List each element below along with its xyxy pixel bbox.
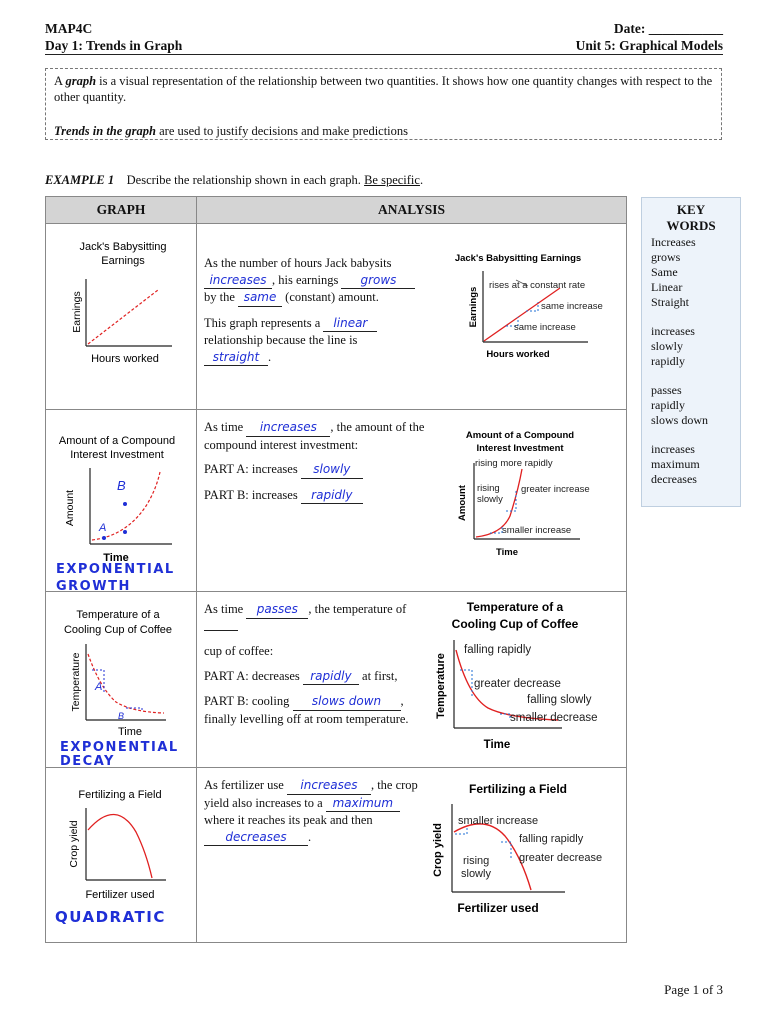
example-emphasis: Be specific xyxy=(364,173,420,187)
key-word: Linear xyxy=(651,280,683,294)
example-period: . xyxy=(419,173,424,187)
key-word: increases xyxy=(651,324,695,338)
row2-analysis xyxy=(204,419,434,504)
row3-text: , finally levelling off at room temperature. xyxy=(204,694,409,726)
key-word: Increases xyxy=(651,235,696,249)
row4-text: , the crop yield also increases to a xyxy=(204,778,418,810)
row1-ref-xlabel: Hours worked xyxy=(486,349,550,360)
row1-sentence-1 xyxy=(204,255,439,307)
row2-ref-ann-1: rising more rapidly xyxy=(475,458,553,469)
row4-student-graph xyxy=(46,768,196,908)
row1-ylabel: Earnings xyxy=(71,291,83,333)
row3-student-graph xyxy=(46,592,196,738)
row3-ref-step-1 xyxy=(460,670,472,696)
row2-xlabel: Time xyxy=(103,552,129,564)
row1-text: by the xyxy=(204,290,235,304)
key-words-title xyxy=(642,202,740,234)
key-word: Same xyxy=(651,265,678,279)
key-word: rapidly xyxy=(651,398,685,412)
row4-ylabel: Crop yield xyxy=(68,820,80,868)
row1-ref-title: Jack's Babysitting Earnings xyxy=(454,253,582,264)
definition-box xyxy=(45,68,722,140)
row4-graph-title: Fertilizing a Field xyxy=(78,789,162,801)
col-header-analysis: ANALYSIS xyxy=(197,197,626,223)
row1-text: This graph represents a xyxy=(204,315,321,330)
unit-title: Unit 5: Graphical Models xyxy=(575,38,723,53)
row1-text: . xyxy=(268,349,272,364)
row4-reference-graph xyxy=(425,776,625,926)
row2-answer-increases: increases xyxy=(246,419,330,437)
row3-graph-title-1: Temperature of a xyxy=(76,609,160,621)
row2-graph-title-2: Interest Investment xyxy=(70,449,164,461)
row3-ref-title-1: Temperature of a xyxy=(466,600,564,614)
row2-text: As time xyxy=(204,420,244,434)
row4-note: QUADRATIC xyxy=(55,908,166,926)
course-code: MAP4C xyxy=(45,21,93,36)
row2-part-b xyxy=(204,487,434,505)
date-field: Date: ___________ xyxy=(613,21,723,36)
def-trends-text: are used to justify decisions and make predictions xyxy=(159,124,409,138)
row2-ref-ann-4: smaller increase xyxy=(502,525,572,536)
col-header-graph: GRAPH xyxy=(46,197,196,223)
row1-text: , his earnings xyxy=(272,272,339,287)
row2-ref-title-1: Amount of a Compound xyxy=(465,430,575,441)
key-words-group-3 xyxy=(651,383,740,428)
key-word: Straight xyxy=(651,295,689,309)
row4-ref-ann-4a: rising xyxy=(463,855,490,867)
row4-ref-title: Fertilizing a Field xyxy=(468,782,568,796)
page-number: Page 1 of 3 xyxy=(664,982,723,997)
row3-mark-b: B xyxy=(118,711,125,721)
key-word: increases xyxy=(651,442,695,456)
key-word: slowly xyxy=(651,339,684,353)
row3-text: PART B: cooling xyxy=(204,694,290,708)
header-rule xyxy=(45,54,723,55)
row2-mark-b: B xyxy=(117,478,126,493)
row3-text: , the temperature of xyxy=(308,602,407,616)
row4-text: . xyxy=(308,829,312,844)
row3-part-b xyxy=(204,693,434,727)
row4-quadratic-curve xyxy=(88,814,152,878)
row1-ref-ann-1: rises at a constant rate xyxy=(489,280,586,291)
row4-ref-step-2 xyxy=(501,842,511,860)
row2-note: EXPONENTIAL GROWTH xyxy=(56,562,175,594)
column-divider xyxy=(196,196,197,943)
key-word: slows down xyxy=(651,413,709,427)
def-graph-term: graph xyxy=(65,74,97,88)
row1-answer-linear: linear xyxy=(323,315,377,333)
example-instruction: Describe the relationship shown in each graph. xyxy=(126,173,361,187)
key-words-group-2 xyxy=(651,324,740,369)
row1-graph-title-2: Earnings xyxy=(101,255,145,267)
row2-ref-title-2: Interest Investment xyxy=(476,443,564,454)
row4-ref-ann-4b: slowly xyxy=(461,868,491,880)
row4-answer-maximum: maximum xyxy=(326,795,400,813)
row3-graph-title-2: Cooling Cup of Coffee xyxy=(63,624,173,636)
row2-ylabel: Amount xyxy=(64,489,76,527)
lesson-title: Day 1: Trends in Graph xyxy=(45,38,183,53)
def-trends-term: Trends in the graph xyxy=(54,124,156,138)
row3-sentence-1 xyxy=(204,601,434,635)
row2-text: , the amount of the compound interest investment: xyxy=(204,420,425,452)
row2-answer-rapidly: rapidly xyxy=(301,487,363,505)
row3-sentence-2: cup of coffee: xyxy=(204,644,274,658)
example-label: EXAMPLE 1 xyxy=(45,173,115,187)
row2-sentence-1 xyxy=(204,419,434,453)
row3-analysis xyxy=(204,601,434,727)
row1-graph-title-1: Jack's Babysitting xyxy=(79,241,167,253)
key-word: passes xyxy=(651,383,682,397)
key-words-title-1: KEY xyxy=(676,202,706,217)
row1-answer-same: same xyxy=(238,289,282,307)
row3-answer-passes: passes xyxy=(246,601,308,619)
row2-ref-ann-3: greater increase xyxy=(521,484,590,495)
row4-ref-ann-2: falling rapidly xyxy=(519,833,584,845)
row1-linear-line xyxy=(88,290,158,344)
key-words-group-1 xyxy=(651,235,740,310)
row4-answer-decreases: decreases xyxy=(204,829,308,847)
row2-graph-title-1: Amount of a Compound xyxy=(58,435,176,447)
row1-answer-grows: grows xyxy=(341,272,415,290)
def-graph-text: is a visual representation of the relationship between two quantities. It shows how one quantity changes with respect to the other quantity. xyxy=(54,74,713,104)
row3-reference-graph xyxy=(430,596,625,761)
row3-ref-ann-3: falling slowly xyxy=(527,694,592,706)
row3-text: PART A: decreases xyxy=(204,668,300,683)
key-words-title-2: WORDS xyxy=(666,218,716,233)
row2-ref-ann-2a: rising xyxy=(477,483,500,494)
row4-analysis xyxy=(204,777,429,846)
def-article: A xyxy=(54,74,63,88)
row1-sentence-2 xyxy=(204,315,439,367)
row3-answer-rapidly: rapidly xyxy=(303,668,359,686)
row2-answer-slowly: slowly xyxy=(301,461,363,479)
row1-ref-ylabel: Earnings xyxy=(468,286,479,328)
row4-ref-ylabel: Crop yield xyxy=(432,823,444,877)
row2-ref-xlabel: Time xyxy=(495,547,519,558)
row4-answer-increases: increases xyxy=(287,777,371,795)
row3-xlabel: Time xyxy=(117,726,143,738)
row2-point xyxy=(123,530,127,534)
row1-ref-ann-3: same increase xyxy=(514,322,576,333)
row2-ref-ylabel: Amount xyxy=(457,485,468,521)
row4-ref-xlabel: Fertilizer used xyxy=(457,901,539,915)
row1-text: relationship because the line is xyxy=(204,333,358,347)
row2-point-a xyxy=(102,536,106,540)
key-word: maximum xyxy=(651,457,700,471)
row3-ref-ann-4: smaller decrease xyxy=(510,712,598,724)
row1-xlabel: Hours worked xyxy=(91,353,159,365)
row1-ref-line xyxy=(484,288,560,341)
row1-student-graph xyxy=(46,224,196,408)
row3-answer-slows-down: slows down xyxy=(293,693,401,711)
row4-text: where it reaches its peak and then xyxy=(204,813,373,827)
key-words-box xyxy=(641,197,741,507)
row1-ref-step-2 xyxy=(526,302,538,311)
row1-analysis xyxy=(204,255,439,366)
row3-ref-title-2: Cooling Cup of Coffee xyxy=(451,617,579,631)
key-words-group-4 xyxy=(651,442,740,487)
row4-text: As fertilizer use xyxy=(204,778,284,792)
row1-text: As the number of hours Jack babysits xyxy=(204,256,392,270)
row2-reference-graph xyxy=(440,421,625,571)
row4-ref-ann-1: smaller increase xyxy=(458,815,539,827)
row2-ref-ann-2b: slowly xyxy=(477,494,503,505)
key-word: grows xyxy=(651,250,681,264)
row2-text: PART A: increases xyxy=(204,462,298,476)
row3-ref-ylabel: Temperature xyxy=(435,653,447,719)
row3-mark-a: A xyxy=(95,681,103,693)
key-word: decreases xyxy=(651,472,697,486)
row1-answer-increases: increases xyxy=(204,272,272,290)
row1-reference-graph xyxy=(440,246,625,376)
row3-ref-ann-1: falling rapidly xyxy=(464,644,532,656)
example-line xyxy=(45,173,423,188)
row3-note: EXPONENTIAL DECAY xyxy=(60,740,179,769)
row2-mark-a: A xyxy=(99,522,107,534)
row1-text: (constant) amount. xyxy=(285,290,379,304)
row1-answer-straight: straight xyxy=(204,349,268,367)
row3-text: As time xyxy=(204,602,244,616)
row3-ref-xlabel: Time xyxy=(483,739,511,751)
row1-ref-ann-2: same increase xyxy=(541,301,603,312)
row3-ref-ann-2: greater decrease xyxy=(474,678,561,690)
row3-text: at first, xyxy=(362,668,398,683)
row3-part-a xyxy=(204,668,434,686)
row2-text: PART B: increases xyxy=(204,487,298,502)
row2-point-b xyxy=(123,502,127,506)
row3-ylabel: Temperature xyxy=(70,652,82,712)
row3-answer-blank xyxy=(204,630,238,631)
row2-part-a xyxy=(204,461,434,479)
row4-ref-ann-3: greater decrease xyxy=(519,852,603,864)
key-word: rapidly xyxy=(651,354,685,368)
row4-xlabel: Fertilizer used xyxy=(85,889,155,901)
